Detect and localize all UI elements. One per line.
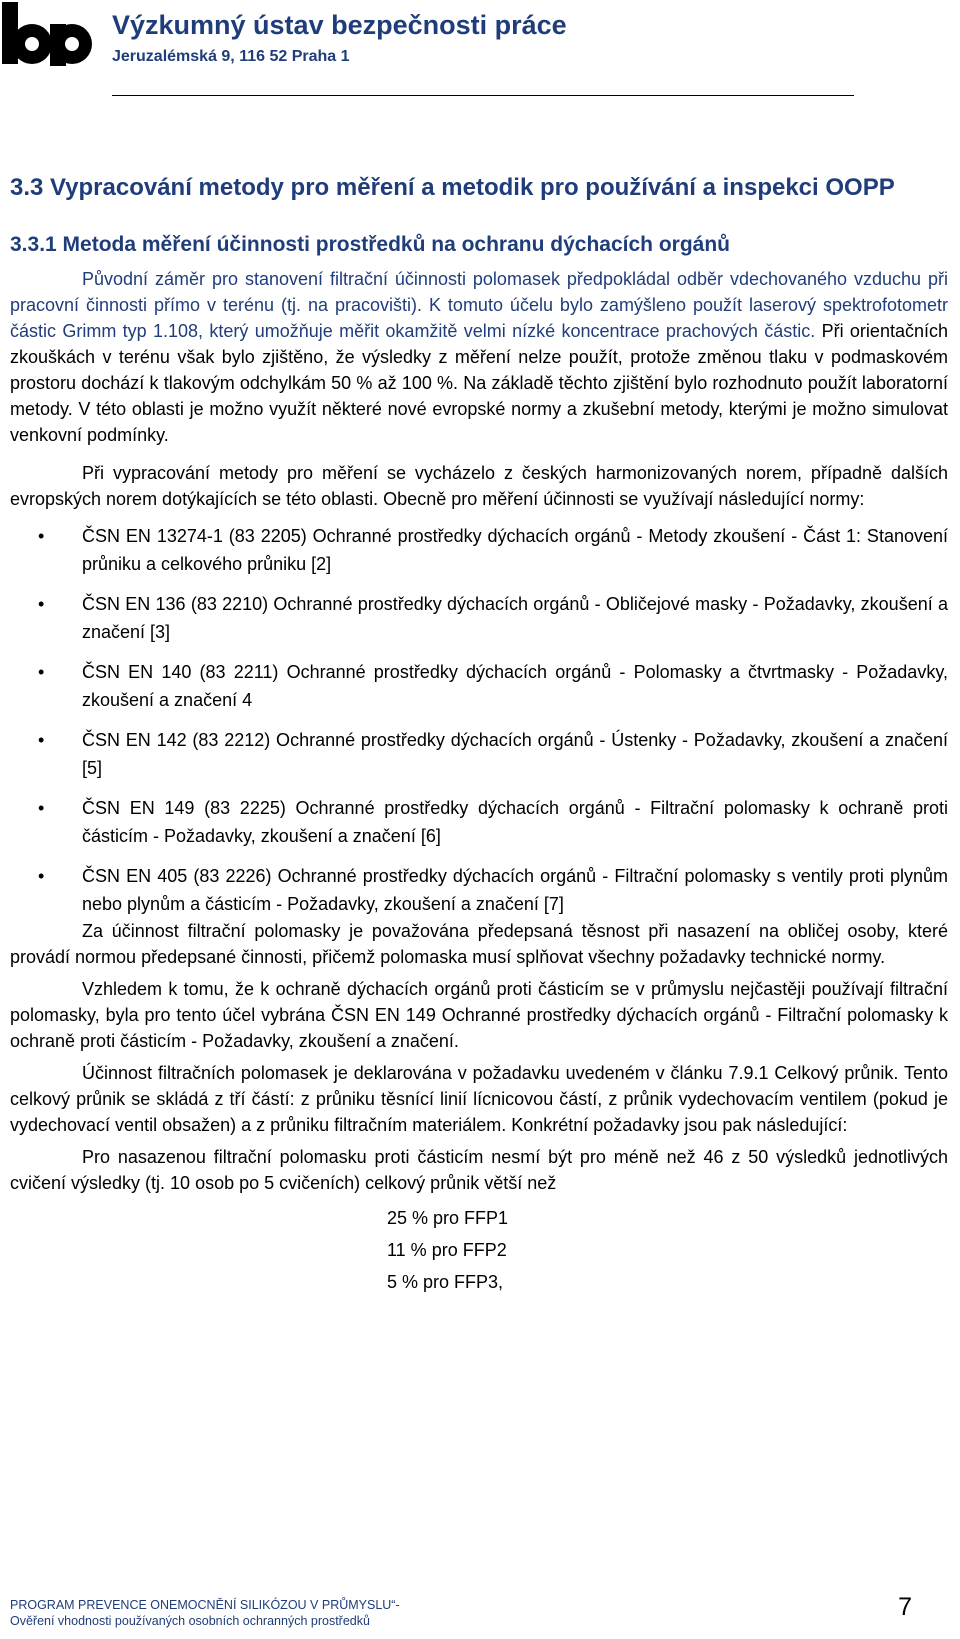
- paragraph-intro-highlighted: Původní záměr pro stanovení filtrační účinnosti polomasek předpokládal odběr vdechovaného vzduchu při pracovní činnosti přímo v terénu (tj. na pracovišti). K tomuto účelu bylo zamýšleno použít laserový spektrofotometr částic Grimm typ 1.108, který umožňuje měřit okamžitě velmi nízké koncentrace prachových částic.: [10, 269, 948, 341]
- limit-ffp2: 11 % pro FFP2: [387, 1240, 507, 1260]
- bullet-icon: •: [38, 866, 45, 886]
- paragraph-intro-rest: Při orientačních zkouškách v terénu však bylo zjištěno, že výsledky z měření nelze použít, protože změnou tlaku v podmaskovém prostoru dochází k tlakovým odchylkám 50 % až 100 %. Na základě těchto zjištění bylo rozhodnuto použít laboratorní metody. V této oblasti je možno využít některé nové evropské normy a zkušební metody, kterými je možno simulovat venkovní podmínky.: [10, 321, 948, 445]
- bullet-icon: •: [38, 662, 45, 682]
- list-item: • ČSN EN 140 (83 2211) Ochranné prostředky dýchacích orgánů - Polomasky a čtvrtmasky - Požadavky, zkoušení a značení 4: [10, 658, 948, 714]
- document-body: [10, 170, 948, 1298]
- paragraph-penetration: Účinnost filtračních polomasek je deklarována v požadavku uvedeném v článku 7.9.1 Celkový průnik. Tento celkový průnik se skládá z tří částí: z průniku těsnící linií lícnicovou částí, z průnik vydechovacím ventilem (pokud je vydechovací ventil obsažen) a z průniku filtračním materiálem. Konkrétní požadavky jsou pak následující:: [10, 1063, 948, 1135]
- bullet-icon: •: [38, 798, 45, 818]
- page-number: 7: [898, 1593, 912, 1621]
- limit-ffp1: 25 % pro FFP1: [387, 1208, 509, 1228]
- paragraph-efficiency: Za účinnost filtrační polomasky je považována předepsaná těsnost při nasazení na obličej osoby, které provádí normou předepsané činnosti, přičemž polomaska musí splňovat všechny požadavky technické normy.: [10, 921, 948, 967]
- footer-program-title: PROGRAM PREVENCE ONEMOCNĚNÍ SILIKÓZOU V PRŮMYSLU“-: [10, 1598, 400, 1612]
- limit-ffp3: 5 % pro FFP3,: [387, 1272, 504, 1292]
- paragraph-selection: Vzhledem k tomu, že k ochraně dýchacích orgánů proti částicím se v průmyslu nejčastěji používají filtrační polomasky, byla pro tento účel vybrána ČSN EN 149 Ochranné prostředky dýchacích orgánů - Filtrační polomasky k ochraně proti částicím - Požadavky, zkoušení a značení.: [10, 979, 948, 1051]
- subsection-heading: 3.3.1 Metoda měření účinnosti prostředků na ochranu dýchacích orgánů: [10, 233, 730, 256]
- list-item: • ČSN EN 13274-1 (83 2205) Ochranné prostředky dýchacích orgánů - Metody zkoušení - Část 1: Stanovení průniku a celkového průniku [2]: [10, 522, 948, 578]
- page-header: [0, 0, 960, 100]
- organization-address: Jeruzalémská 9, 116 52 Praha 1: [112, 48, 350, 65]
- organization-name: Výzkumný ústav bezpečnosti práce: [112, 10, 567, 40]
- list-item: • ČSN EN 136 (83 2210) Ochranné prostředky dýchacích orgánů - Obličejové masky - Požadavky, zkoušení a značení [3]: [10, 590, 948, 646]
- bullet-icon: •: [38, 594, 45, 614]
- footer-subtitle: Ověření vhodnosti používaných osobních ochranných prostředků: [10, 1614, 370, 1628]
- page-footer: [10, 1597, 400, 1629]
- bullet-icon: •: [38, 730, 45, 750]
- paragraph-intro: [10, 266, 948, 448]
- norms-list: [10, 522, 948, 918]
- list-item: • ČSN EN 142 (83 2212) Ochranné prostředky dýchacích orgánů - Ústenky - Požadavky, zkoušení a značení [5]: [10, 726, 948, 782]
- penetration-limits: [10, 1202, 948, 1298]
- section-heading: 3.3 Vypracování metody pro měření a metodik pro používání a inspekci OOPP: [10, 174, 895, 201]
- header-divider: [112, 95, 854, 96]
- paragraph-requirements: Pro nasazenou filtrační polomasku proti částicím nesmí být pro méně než 46 z 50 výsledků jednotlivých cvičení výsledky (tj. 10 osob po 5 cvičeních) celkový průnik větší než: [10, 1147, 948, 1193]
- vubp-logo: [0, 2, 100, 66]
- list-item: • ČSN EN 405 (83 2226) Ochranné prostředky dýchacích orgánů - Filtrační polomasky s ventily proti plynům nebo plynům a částicím - Požadavky, zkoušení a značení [7]: [10, 862, 948, 918]
- list-item: • ČSN EN 149 (83 2225) Ochranné prostředky dýchacích orgánů - Filtrační polomasky k ochraně proti částicím - Požadavky, zkoušení a značení [6]: [10, 794, 948, 850]
- paragraph-norms-intro: Při vypracování metody pro měření se vycházelo z českých harmonizovaných norem, případně dalších evropských norem dotýkajících se této oblasti. Obecně pro měření účinnosti se využívají následující normy:: [10, 463, 948, 509]
- bullet-icon: •: [38, 526, 45, 546]
